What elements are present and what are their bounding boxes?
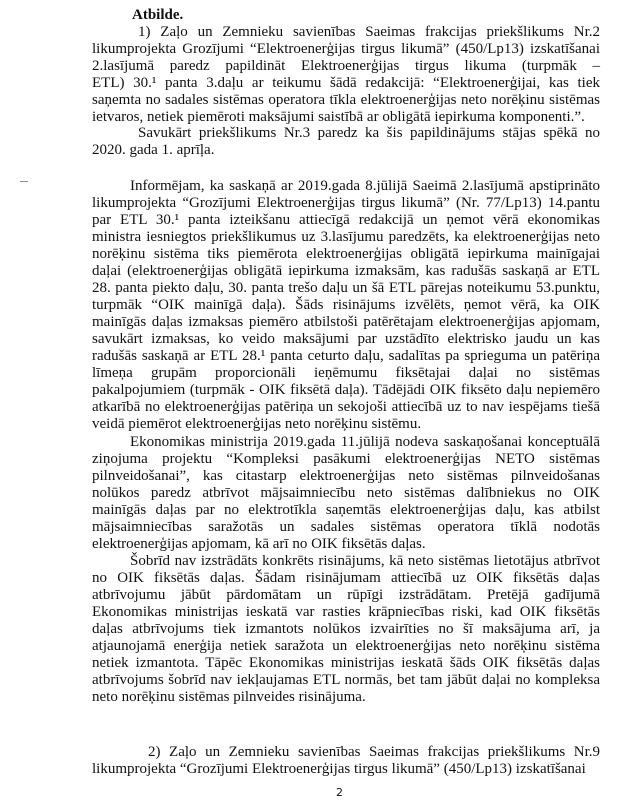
paragraph-6 (92, 744, 600, 778)
text-line: atbrīvojumu jābūt pārdomātam un rūpīgi izstrādātam. Pretējā gadījumā (92, 587, 600, 603)
text-line: radušās saskaņā ar ETL 28.¹ panta ceturto daļu, sadalītas pa sprieguma un patēriņa (92, 348, 600, 364)
text-line: pakalpojumiem (turpmāk - OIK fiksētā daļa). Tādējādi OIK fiksēto daļu nepiemēro (92, 382, 600, 398)
text-line: ziņojuma projektu “Kompleksi pasākumi elektroenerģijas NETO sistēmas (92, 451, 600, 467)
paragraph-1 (92, 24, 600, 126)
paragraph-3 (92, 178, 600, 433)
text-line: atkarībā no elektroenerģijas patēriņa un sekojoši attiecībā uz to nav iespējams tiešā (92, 399, 600, 415)
text-line: līmeņa grupām proporcionāli ieņēmumu fiksētajai daļai no sistēmas (92, 365, 600, 381)
paragraph-5 (92, 553, 600, 706)
text-line: Savukārt priekšlikums Nr.3 paredz ka šis papildinājums stājas spēkā no (138, 125, 600, 141)
page-number: 2 (336, 786, 343, 799)
text-line: pilnveidošanai”, kas citastarp elektroenerģijas neto sistēmas pilnveidošanas (92, 468, 600, 484)
text-line: likumprojekta “Grozījumi Elektroenerģijas tirgus likumā” (450/Lp13) izskatīšanai (92, 761, 586, 777)
text-line: veidā piemērot elektroenerģijas neto norēķinu sistēmu. (92, 416, 422, 432)
section-heading: Atbilde. (132, 7, 184, 23)
text-line: 1) Zaļo un Zemnieku savienības Saeimas frakcijas priekšlikums Nr.2 (138, 24, 600, 40)
text-line: Ekonomikas ministrijas ieskatā var rasties krāpniecības riski, kad OIK fiksētās (92, 604, 600, 620)
text-line: 2.lasījumā paredz papildināt Elektroenerģijas tirgus likuma (turpmāk – (92, 58, 600, 74)
text-line: elektroenerģijas apjomam, kā arī no OIK fiksētās daļas. (92, 536, 426, 552)
text-line: norēķinu sistēma tiks piemērota elektroenerģijas obligātā iepirkuma mainīgajai (92, 246, 600, 262)
paragraph-2 (92, 125, 600, 159)
text-line: mainīgās daļas izmaksas piemēro atbilstoši patērētajam elektroenerģijas apjomam, (92, 314, 600, 330)
text-line: Šobrīd nav izstrādāts konkrēts risinājums, kā neto sistēmas lietotājus atbrīvot (130, 553, 600, 569)
text-line: turpmāk “OIK mainīgā daļa). Šāds risinājums izvēlēts, ņemot vērā, ka OIK (92, 297, 600, 313)
text-line: ietvaros, netiek piemēroti maksājumi saistībā ar obligātā iepirkuma komponenti.”. (92, 109, 585, 125)
text-line: atjaunojamā enerģija netiek saražota un elektroenerģijas neto norēķinu sistēma (92, 638, 600, 654)
text-line: 28. panta piekto daļu, 30. panta trešo daļu un šā ETL pārejas noteikumu 53.punktu, (92, 280, 600, 296)
text-line: mainīgās daļas par no elektrotīkla saņemtās elektroenerģijas daļu, kas atbilst (92, 502, 600, 518)
text-line: 2020. gada 1. aprīļa. (92, 142, 215, 158)
text-line: Ekonomikas ministrija 2019.gada 11.jūlijā nodeva saskaņošanai konceptuālā (130, 434, 600, 450)
text-line: daļai (elektroenerģijas obligātā iepirkuma izmaksām, kas radušās saskaņā ar ETL (92, 263, 600, 279)
text-line: 2) Zaļo un Zemnieku savienības Saeimas frakcijas priekšlikums Nr.9 (148, 744, 600, 760)
paragraph-4 (92, 434, 600, 553)
text-line: daļas atbrīvojums tiek izmantots nolūkos izvairīties no šī maksājuma arī, ja (92, 621, 600, 637)
text-line: nolūkos paredz atbrīvot mājsaimniecību neto sistēmas dalībniekus no OIK (92, 485, 600, 501)
text-line: mājsaimniecības saražotās un sadales sistēmas operatora tīklā nodotās (92, 519, 600, 535)
text-line: savukārt izmaksas, ko veido maksājumi par uzstādīto elektrisko jaudu un kas (92, 331, 600, 347)
margin-mark (20, 181, 28, 182)
text-line: ministra iesniegtos priekšlikumus uz 3.lasījumu paredzēts, ka elektroenerģijas neto (92, 229, 600, 245)
text-line: ETL) 30.¹ panta 3.daļu ar teikumu šādā redakcijā: “Elektroenerģijai, kas tiek (92, 75, 600, 91)
text-line: saņemta no sadales sistēmas operatora tīkla elektroenerģijas neto norēķinu sistēmas (92, 92, 600, 108)
text-line: atbrīvojums šobrīd nav iekļaujamas ETL normās, bet tam jābūt daļai no kompleksa (92, 672, 600, 688)
text-line: no OIK fiksētās daļas. Šādam risinājumam attiecībā uz OIK fiksētās daļas (92, 570, 600, 586)
text-line: netiek izmantota. Tāpēc Ekonomikas ministrijas ieskatā šāds OIK fiksētās daļas (92, 655, 600, 671)
text-line: likumprojekta “Grozījumi Elektroenerģijas tirgus likumā” (Nr. 77/Lp13) 14.pantu (92, 195, 600, 211)
text-line: Informējam, ka saskaņā ar 2019.gada 8.jūlijā Saeimā 2.lasījumā apstiprināto (130, 178, 600, 194)
text-line: par ETL 30.¹ panta izteikšanu attiecīgā redakcijā un ņemot vērā ekonomikas (92, 212, 600, 228)
text-line: likumprojekta Grozījumi “Elektroenerģijas tirgus likumā” (450/Lp13) izskatīšanai (92, 41, 600, 57)
text-line: neto norēķinu sistēmas pilnveides risinājuma. (92, 689, 366, 705)
